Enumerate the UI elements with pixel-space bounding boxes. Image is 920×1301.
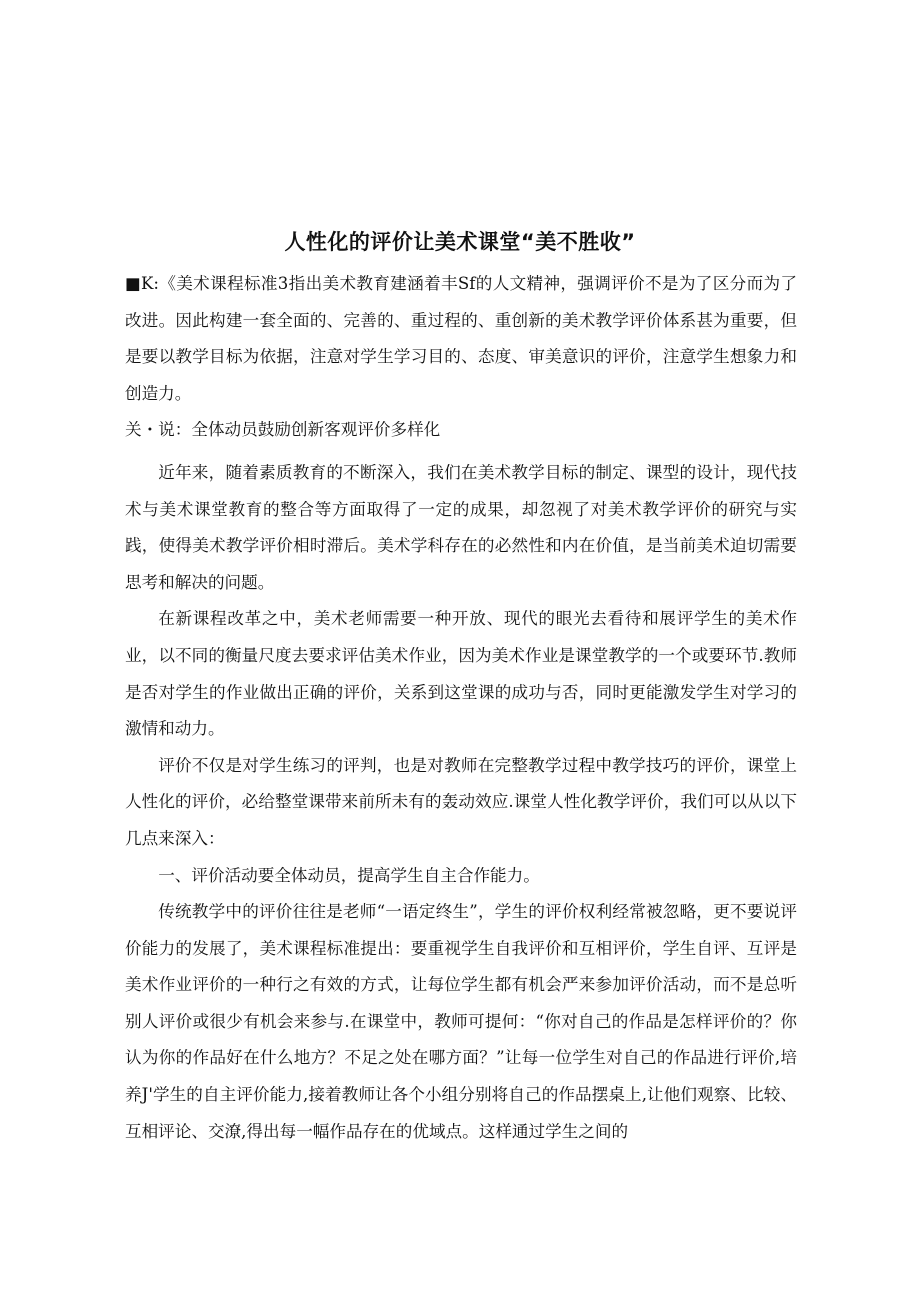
body-paragraph-4: 传统教学中的评价往往是老师“一语定终生”，学生的评价权利经常被忽略，更不要说评价能力的发展了，美术课程标准提出：要重视学生自我评价和互相评价，学生自评、互评是美术作业评价的一种行之有效的方式，让每位学生都有机会严来参加评价活动，而不是总听别人评价或很少有机会来参与.在课堂中，教师可提何：“你对自己的作品是怎样评价的？你认为你的作品好在什么地方？不足之处在哪方面？”让每一位学生对自己的作品进行评价,培养J'学生的自主评价能力,接着教师让各个小组分别将自己的作品摆桌上,让他们观察、比较、互相评论、交潦,得出每一幅作品存在的优域点。这样通过学生之间的: [125, 902, 797, 1141]
body-paragraph-3: 评价不仅是对学生练习的评判，也是对教师在完整教学过程中教学技巧的评价，课堂上人性化的评价，必给整堂课带来前所未有的轰动效应.课堂人性化教学评价，我们可以从以下几点来深入：: [125, 755, 797, 848]
keywords-line: 关・说：全体动员鼓励创新客观评价多样化: [125, 420, 441, 440]
document-title: 人性化的评价让美术课堂“美不胜收”: [284, 230, 636, 254]
body-paragraph-2: 在新课程改革之中，美术老师需要一种开放、现代的眼光去看待和展评学生的美术作业，以不同的衡量尺度去要求评估美术作业，因为美术作业是课堂教学的一个或要环节.教师是否对学生的作业做出正确的评价，关系到这堂课的成功与否，同时更能激发学生对学习的激情和动力。: [125, 609, 797, 739]
abstract-paragraph: ■K:《美术课程标准3指出美术教育建涵着丰Sf的人文精神，强调评价不是为了区分而为了改进。因此构建一套全面的、完善的、重过程的、重创新的美术教学评价体系甚为重要，但是要以教学目标为依据，注意对学生学习目的、态度、审美意识的评价，注意学生想象力和创造力。: [125, 274, 797, 403]
document-body: [125, 266, 797, 1150]
body-paragraph-1: 近年来，随着素质教育的不断深入，我们在美术教学目标的制定、课型的设计，现代技术与美术课堂教育的整合等方面取得了一定的成果，却忽视了对美术教学评价的研究与实践，使得美术教学评价相时滞后。美术学科存在的必然性和内在价值，是当前美术迫切需要思考和解决的问题。: [125, 462, 797, 592]
section-heading-1: 一、评价活动要全体动员，提高学生自主合作能力。: [158, 865, 540, 885]
